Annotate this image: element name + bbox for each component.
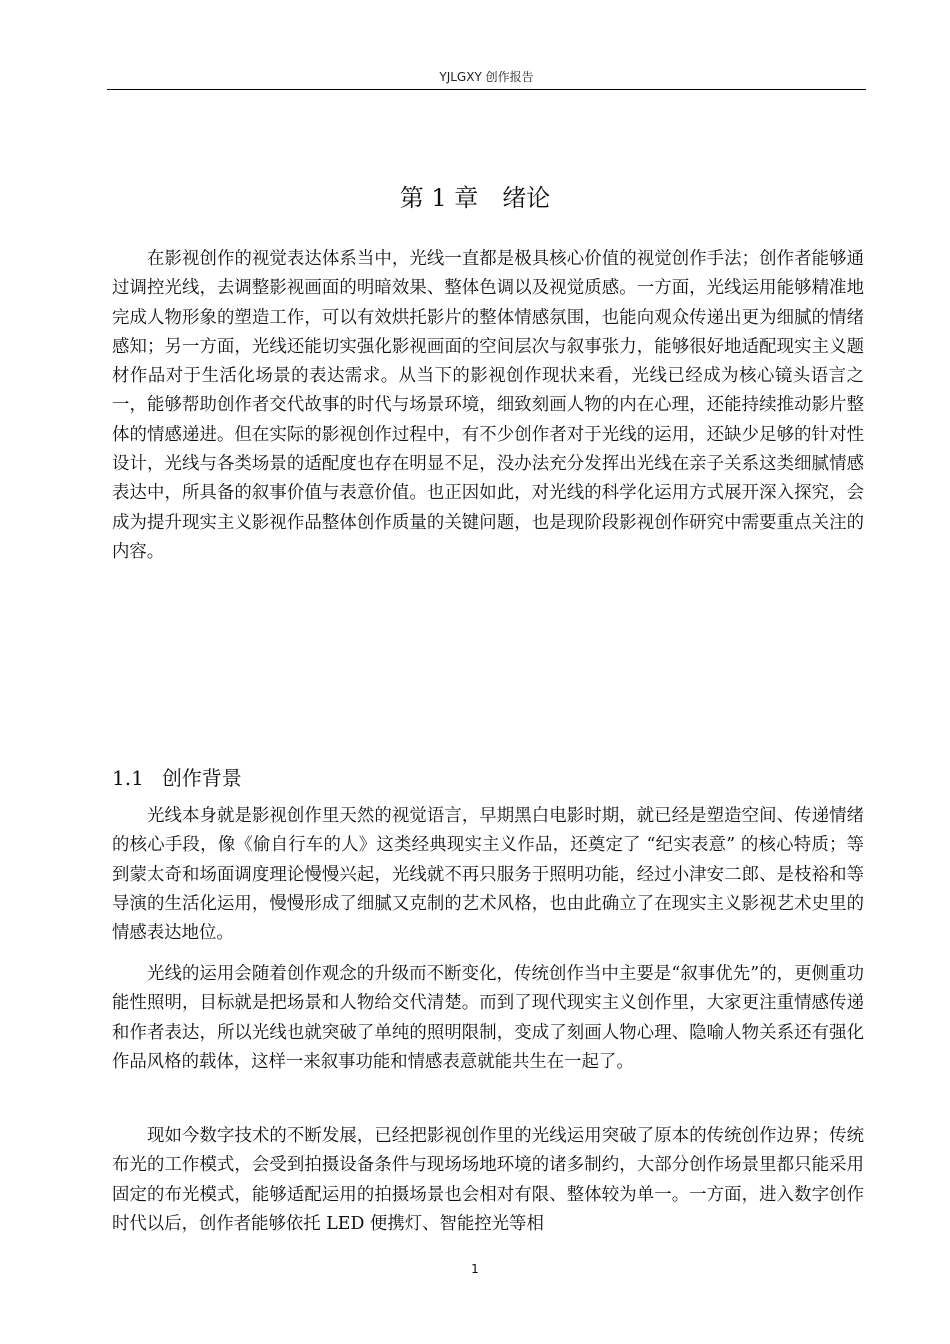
intro-paragraph: 在影视创作的视觉表达体系当中，光线一直都是极具核心价值的视觉创作手法；创作者能够通过调控光线，去调整影视画面的明暗效果、整体色调以及视觉质感。一方面，光线运用能够精准地完成人物形象的塑造工作，可以有效烘托影片的整体情感氛围，也能向观众传递出更为细腻的情绪感知；另一方面，光线还能切实强化影视画面的空间层次与叙事张力，能够很好地适配现实主义题材作品对于生活化场景的表达需求。从当下的影视创作现状来看，光线已经成为核心镜头语言之一，能够帮助创作者交代故事的时代与场景环境，细致刻画人物的内在心理，还能持续推动影片整体的情感递进。但在实际的影视创作过程中，有不少创作者对于光线的运用，还缺少足够的针对性设计，光线与各类场景的适配度也存在明显不足，没办法充分发挥出光线在亲子关系这类细腻情感表达中，所具备的叙事价值与表意价值。也正因如此，对光线的科学化运用方式展开深入探究，会成为提升现实主义影视作品整体创作质量的关键问题，也是现阶段影视创作研究中需要重点关注的内容。 [112, 249, 864, 562]
background-paragraph-1: 光线本身就是影视创作里天然的视觉语言，早期黑白电影时期，就已经是塑造空间、传递情绪的核心手段，像《偷自行车的人》这类经典现实主义作品，还奠定了 “纪实表意” 的核心特质；等到蒙太奇和场面调度理论慢慢兴起，光线就不再只服务于照明功能，经过小津安二郎、是枝裕和等导演的生活化运用，慢慢形成了细腻又克制的艺术风格，也由此确立了在现实主义影视艺术史里的情感表达地位。 [112, 806, 864, 944]
chapter-title: 第 1 章 绪论 [399, 184, 551, 212]
background-paragraph-3: 现如今数字技术的不断发展，已经把影视创作里的光线运用突破了原本的传统创作边界；传统布光的工作模式，会受到拍摄设备条件与现场场地环境的诸多制约，大部分创作场景里都只能采用固定的布光模式，能够适配运用的拍摄场景也会相对有限、整体较为单一。一方面，进入数字创作时代以后，创作者能够依托 LED 便携灯、智能控光等相 [112, 1126, 864, 1234]
section-heading [112, 762, 242, 791]
section-title: 创作背景 [161, 766, 242, 790]
section-number: 1.1 [112, 766, 144, 790]
page-number: 1 [471, 1262, 479, 1276]
background-paragraph-2: 光线的运用会随着创作观念的升级而不断变化，传统创作当中主要是“叙事优先”的，更侧重功能性照明，目标就是把场景和人物给交代清楚。而到了现代现实主义创作里，大家更注重情感传递和作者表达，所以光线也就突破了单纯的照明限制，变成了刻画人物心理、隐喻人物关系还有强化作品风格的载体，这样一来叙事功能和情感表意就能共生在一起了。 [112, 964, 864, 1072]
page-header: YJLGXY 创作报告 [439, 70, 534, 84]
header-rule [107, 89, 866, 90]
